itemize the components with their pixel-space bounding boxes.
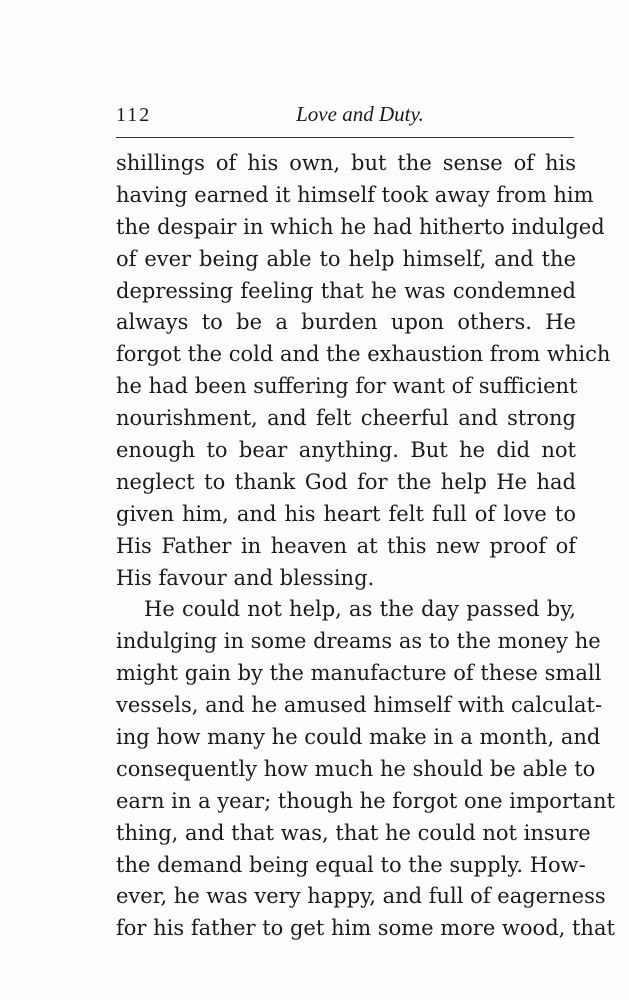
text-line: neglect to thank God for the help He had xyxy=(116,469,576,494)
text-line: forgot the cold and the exhaustion from which xyxy=(116,342,611,367)
text-line: the demand being equal to the supply. How- xyxy=(116,852,586,877)
text-line: indulging in some dreams as to the money he xyxy=(116,629,601,654)
text-line: vessels, and he amused himself with calculat- xyxy=(116,693,603,718)
text-line: enough to bear anything. But he did not xyxy=(116,438,576,463)
text-line: thing, and that was, that he could not insure xyxy=(116,820,591,845)
text-line: earn in a year; though he forgot one important xyxy=(116,788,615,813)
text-line: His Father in heaven at this new proof of xyxy=(116,533,576,558)
text-line: shillings of his own, but the sense of his xyxy=(116,151,576,175)
text-line: given him, and his heart felt full of love to xyxy=(116,501,576,526)
text-line: consequently how much he should be able to xyxy=(116,756,596,781)
text-line: might gain by the manufacture of these small xyxy=(116,661,602,686)
body-text xyxy=(116,148,615,945)
header-rule xyxy=(116,137,574,138)
text-line: depressing feeling that he was condemned xyxy=(116,278,576,303)
page-number: 112 xyxy=(116,104,152,126)
text-line: His favour and blessing. xyxy=(116,565,375,590)
text-line: ever, he was very happy, and full of eagerness xyxy=(116,884,606,909)
text-line: always to be a burden upon others. He xyxy=(116,310,576,335)
paragraph xyxy=(116,594,615,945)
text-line: the despair in which he had hitherto indulged xyxy=(116,214,605,239)
text-line: for his father to get him some more wood, that xyxy=(116,916,615,941)
text-line: nourishment, and felt cheerful and strong xyxy=(116,406,576,431)
text-line: He could not help, as the day passed by, xyxy=(144,597,576,622)
paragraph xyxy=(116,148,611,594)
page-header xyxy=(116,100,574,132)
text-line: ing how many he could make in a month, and xyxy=(116,725,601,750)
running-title: Love and Duty. xyxy=(296,102,424,126)
text-line: of ever being able to help himself, and the xyxy=(116,246,576,271)
text-line: having earned it himself took away from him xyxy=(116,182,594,207)
text-line: he had been suffering for want of sufficient xyxy=(116,374,578,399)
